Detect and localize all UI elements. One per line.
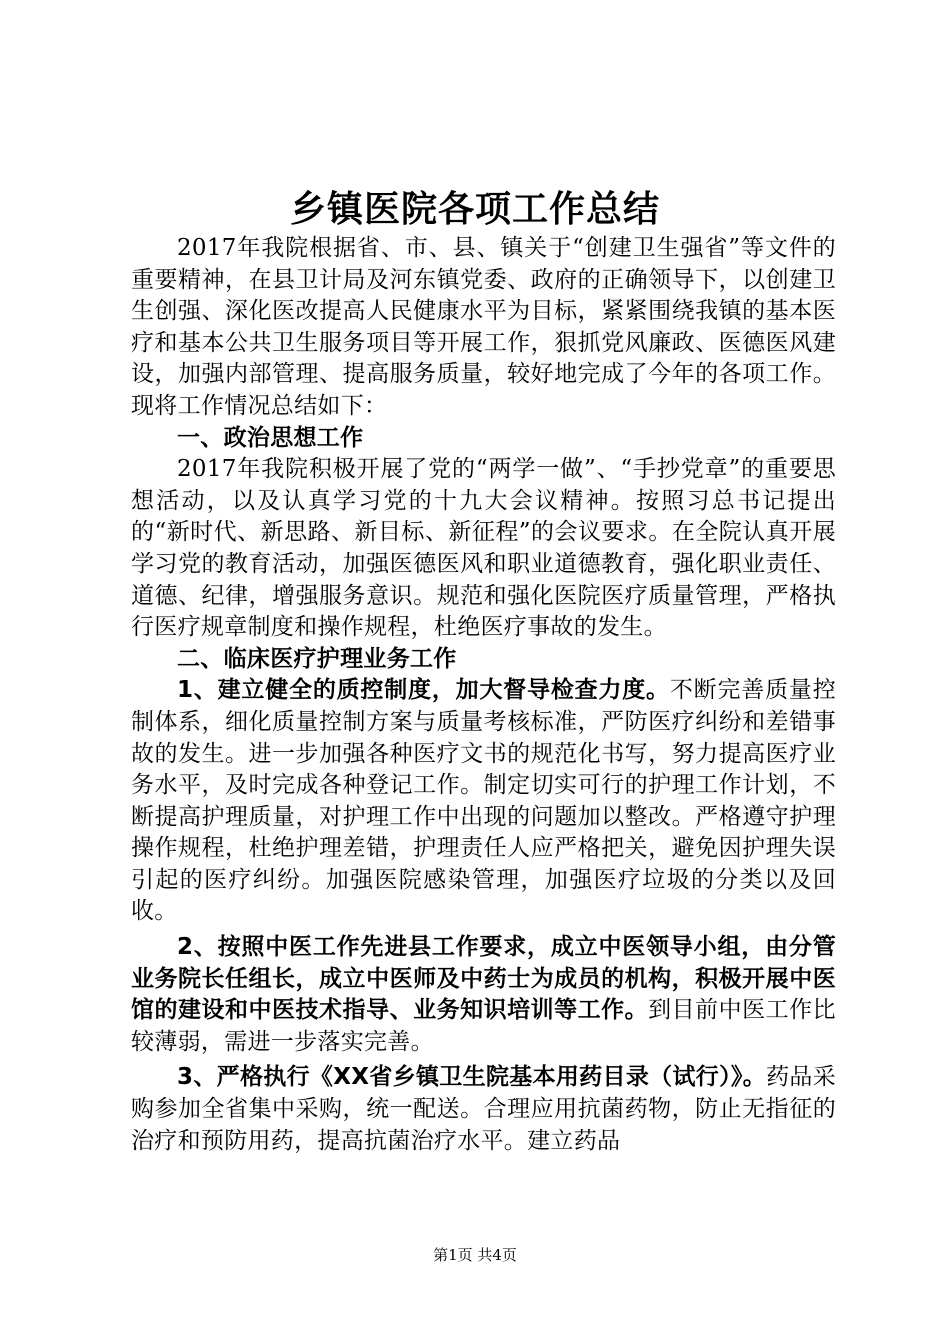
item-3-text: 药品采购参加全省集中采购，统一配送。合理应用抗菌药物，防止无指征的治疗和预防用药，提高抗菌治疗水平。建立药品 [131,1064,836,1154]
page-number-footer: 第1页 共4页 [433,1246,517,1264]
document-body [131,233,836,1157]
section-heading-clinical: 二、临床医疗护理业务工作 [177,645,457,672]
item-1-text: 不断完善质量控制体系，细化质量控制方案与质量考核标准，严防医疗纠纷和差错事故的发生。进一步加强各种医疗文书的规范化书写，努力提高医疗业务水平，及时完成各种登记工作。制定切实可行的护理工作计划，不断提高护理质量，对护理工作中出现的问题加以整改。严格遵守护理操作规程，杜绝护理差错，护理责任人应严格把关，避免因护理失误引起的医疗纠纷。加强医院感染管理，加强医疗垃圾的分类以及回收。 [131,677,836,925]
section-heading-politics: 一、政治思想工作 [177,424,364,451]
document-title: 乡镇医院各项工作总结 [289,188,660,230]
item-paragraph-1 [131,675,836,928]
item-2-lead: 2、按照中医工作先进县工作要求，成立中医领导小组，由分管业务院长任组长，成立中医师及中药士为成员的机构，积极开展中医馆的建设和中医技术指导、业务知识培训等工作。 [131,934,836,1024]
intro-paragraph: 2017年我院根据省、市、县、镇关于“创建卫生强省”等文件的重要精神，在县卫计局及河东镇党委、政府的正确领导下，以创建卫生创强、深化医改提高人民健康水平为目标，紧紧围绕我镇的基本医疗和基本公共卫生服务项目等开展工作，狠抓党风廉政、医德医风建设，加强内部管理、提高服务质量，较好地完成了今年的各项工作。现将工作情况总结如下： [131,235,836,419]
item-2-text: 到目前中医工作比较薄弱，需进一步落实完善。 [131,997,836,1055]
item-3-lead: 3、严格执行《XX省乡镇卫生院基本用药目录（试行）》。 [177,1064,767,1091]
item-paragraph-3 [131,1062,836,1157]
section-paragraph-politics: 2017年我院积极开展了党的“两学一做”、“手抄党章”的重要思想活动，以及认真学习党的十九大会议精神。按照习总书记提出的“新时代、新思路、新目标、新征程”的会议要求。在全院认真开展学习党的教育活动，加强医德医风和职业道德教育，强化职业责任、道德、纪律，增强服务意识。规范和强化医院医疗质量管理，严格执行医疗规章制度和操作规程，杜绝医疗事故的发生。 [131,456,836,641]
item-1-lead: 1、建立健全的质控制度，加大督导检查力度。 [177,677,670,704]
item-paragraph-2 [131,932,836,1058]
